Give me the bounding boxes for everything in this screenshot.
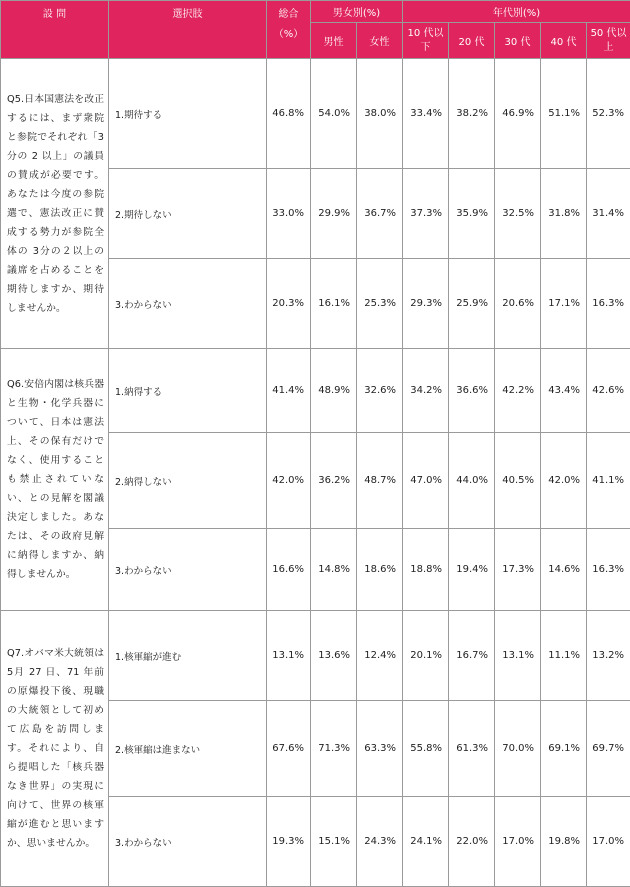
value-cell: 31.8% [541,169,587,259]
value-cell: 13.1% [495,611,541,701]
table-row [1,59,630,169]
choice-label: 1.期待する [109,59,267,169]
value-cell: 41.1% [587,433,630,529]
value-cell: 46.9% [495,59,541,169]
overall-header-label: 総合 [267,5,310,25]
value-cell: 48.7% [357,433,403,529]
value-cell: 63.3% [357,701,403,797]
value-cell: 34.2% [403,349,449,433]
value-cell: 14.6% [541,529,587,611]
value-cell: 36.6% [449,349,495,433]
value-cell: 19.3% [267,797,311,887]
value-cell: 42.6% [587,349,630,433]
value-cell: 70.0% [495,701,541,797]
value-cell: 32.5% [495,169,541,259]
value-cell: 42.2% [495,349,541,433]
value-cell: 19.4% [449,529,495,611]
value-cell: 41.4% [267,349,311,433]
value-cell: 43.4% [541,349,587,433]
value-cell: 18.8% [403,529,449,611]
col-header-20s: 20 代 [449,23,495,59]
question-text: Q5.日本国憲法を改正するには、まず衆院と参院でそれぞれ「3 分の 2 以上」の議員の賛成が必要です。あなたは今度の参院選で、憲法改正に賛成する勢力が参院全体の 3分の２以上の議席を占めることを期待しますか、期待しませんか。 [1,59,109,349]
value-cell: 35.9% [449,169,495,259]
value-cell: 17.0% [495,797,541,887]
value-cell: 20.6% [495,259,541,349]
value-cell: 24.1% [403,797,449,887]
value-cell: 69.1% [541,701,587,797]
col-header-30s: 30 代 [495,23,541,59]
value-cell: 15.1% [311,797,357,887]
question-text: Q6.安倍内閣は核兵器と生物・化学兵器について、日本は憲法上、その保有だけでなく、使用することも禁止されていない、との見解を閣議決定しました。あなたは、その政府見解に納得しますか、納得しませんか。 [1,349,109,611]
value-cell: 42.0% [541,433,587,529]
value-cell: 11.1% [541,611,587,701]
value-cell: 42.0% [267,433,311,529]
choice-label: 3.わからない [109,529,267,611]
value-cell: 61.3% [449,701,495,797]
choice-label: 2.期待しない [109,169,267,259]
value-cell: 69.7% [587,701,630,797]
overall-header [267,1,311,59]
table-body [1,59,630,887]
choice-label: 2.核軍縮は進まない [109,701,267,797]
col-header-50s: 50 代以上 [587,23,630,59]
choice-header: 選択肢 [109,1,267,59]
value-cell: 33.0% [267,169,311,259]
value-cell: 71.3% [311,701,357,797]
question-header: 設 問 [1,1,109,59]
choice-label: 1.納得する [109,349,267,433]
value-cell: 67.6% [267,701,311,797]
value-cell: 48.9% [311,349,357,433]
value-cell: 25.3% [357,259,403,349]
value-cell: 29.3% [403,259,449,349]
value-cell: 20.3% [267,259,311,349]
col-header-male: 男性 [311,23,357,59]
value-cell: 17.3% [495,529,541,611]
col-header-10s: 10 代以下 [403,23,449,59]
col-header-40s: 40 代 [541,23,587,59]
value-cell: 47.0% [403,433,449,529]
value-cell: 16.7% [449,611,495,701]
value-cell: 44.0% [449,433,495,529]
choice-label: 2.納得しない [109,433,267,529]
value-cell: 16.3% [587,529,630,611]
value-cell: 32.6% [357,349,403,433]
value-cell: 19.8% [541,797,587,887]
value-cell: 13.1% [267,611,311,701]
value-cell: 13.2% [587,611,630,701]
choice-label: 1.核軍縮が進む [109,611,267,701]
value-cell: 16.6% [267,529,311,611]
value-cell: 36.2% [311,433,357,529]
table-row [1,349,630,433]
value-cell: 54.0% [311,59,357,169]
value-cell: 40.5% [495,433,541,529]
value-cell: 36.7% [357,169,403,259]
value-cell: 33.4% [403,59,449,169]
choice-label: 3.わからない [109,259,267,349]
value-cell: 46.8% [267,59,311,169]
value-cell: 18.6% [357,529,403,611]
value-cell: 16.1% [311,259,357,349]
value-cell: 14.8% [311,529,357,611]
value-cell: 16.3% [587,259,630,349]
age-group-header: 年代別(%) [403,1,630,23]
value-cell: 20.1% [403,611,449,701]
value-cell: 22.0% [449,797,495,887]
value-cell: 13.6% [311,611,357,701]
value-cell: 17.1% [541,259,587,349]
value-cell: 38.0% [357,59,403,169]
col-header-female: 女性 [357,23,403,59]
table-row [1,611,630,701]
value-cell: 12.4% [357,611,403,701]
value-cell: 55.8% [403,701,449,797]
value-cell: 29.9% [311,169,357,259]
question-text: Q7.オバマ米大統領は 5月 27 日、71 年前の原爆投下後、現職の大統領として初めて広島を訪問します。それにより、自ら提唱した「核兵器なき世界」の実現に向けて、世界の核軍縮が進むと思いますか、思いませんか。 [1,611,109,887]
value-cell: 24.3% [357,797,403,887]
gender-group-header: 男女別(%) [311,1,403,23]
value-cell: 31.4% [587,169,630,259]
header-row-1 [1,1,630,23]
value-cell: 37.3% [403,169,449,259]
value-cell: 38.2% [449,59,495,169]
choice-label: 3.わからない [109,797,267,887]
value-cell: 52.3% [587,59,630,169]
overall-header-unit: （%） [267,25,310,45]
value-cell: 51.1% [541,59,587,169]
value-cell: 25.9% [449,259,495,349]
value-cell: 17.0% [587,797,630,887]
